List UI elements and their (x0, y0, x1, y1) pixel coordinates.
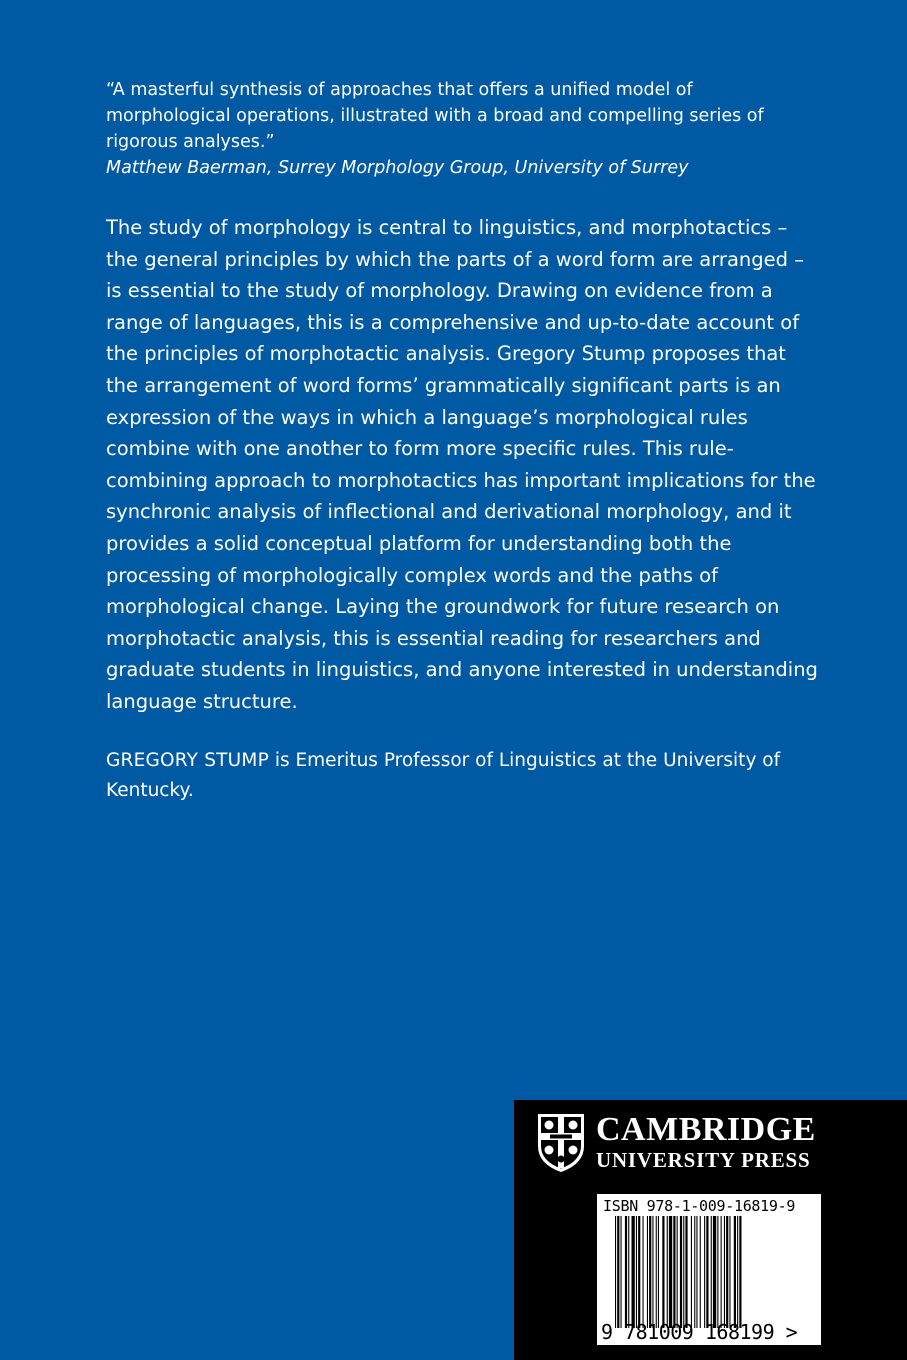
barcode-bar (696, 1216, 697, 1328)
publisher-name-line1: CAMBRIDGE (596, 1111, 816, 1148)
barcode-bar (649, 1216, 651, 1328)
barcode-bars (615, 1216, 815, 1328)
barcode-bar (739, 1216, 741, 1328)
barcode-bar (615, 1216, 616, 1328)
barcode-bar (673, 1216, 675, 1328)
barcode-bar (621, 1216, 622, 1328)
barcode-bar (617, 1216, 619, 1328)
barcode-bar (724, 1216, 725, 1328)
barcode-bar (706, 1216, 708, 1328)
barcode-bar (704, 1216, 705, 1328)
barcode-bar (662, 1216, 664, 1328)
barcode-bar (638, 1216, 640, 1328)
barcode-bar (700, 1216, 701, 1328)
author-name: GREGORY STUMP (106, 750, 269, 771)
barcode-bar (656, 1216, 657, 1328)
barcode-bar (680, 1216, 682, 1328)
barcode-bar (713, 1216, 716, 1328)
barcode-bar (694, 1216, 695, 1328)
barcode-bar (669, 1216, 672, 1328)
barcode-bar (667, 1216, 668, 1328)
university-crest-icon (536, 1112, 586, 1174)
barcode-bar (691, 1216, 692, 1328)
barcode-bar (658, 1216, 659, 1328)
barcode-bar (632, 1216, 635, 1328)
barcode-bar (677, 1216, 678, 1328)
barcode-bar (625, 1216, 627, 1328)
barcode-bar (685, 1216, 687, 1328)
barcode-bar (643, 1216, 644, 1328)
barcode-bar (683, 1216, 684, 1328)
book-description: The study of morphology is central to linguistics, and morphotactics – the general principles by which the parts of a word form are arranged – is essential to the study of morphology. Drawing on evidence from a range of languages, this is a comprehensive and up-to-date account of the principles of morphotactic analysis. Gregory Stump proposes that the arrangement of word forms’ grammatically significant parts is an expression of the ways in which a language’s morphological rules combine with one another to form more specific rules. This rule-combining approach to morphotactics has important implications for the synchronic analysis of inflectional and derivational morphology, and it provides a solid conceptual platform for understanding both the processing of morphologically complex words and the paths of morphological change. Laying the groundwork for future research on morphotactic analysis, this is essential reading for researchers and graduate students in linguistics, and anyone interested in understanding language structure. (106, 216, 818, 713)
quote-text: “A masterful synthesis of approaches that offers a unified model of morphological operations, illustrated with a broad and compelling series of rigorous analyses.” (106, 80, 764, 152)
barcode-digits: 9 781009 168199 > (601, 1320, 798, 1344)
publisher-name-line2: UNIVERSITY PRESS (596, 1148, 811, 1172)
quote-attribution: Matthew Baerman, Surrey Morphology Group, University of Surrey (106, 158, 689, 178)
author-bio (106, 746, 786, 806)
isbn-label: ISBN 978-1-009-16819-9 (603, 1197, 796, 1215)
barcode-bar (726, 1216, 728, 1328)
barcode-bar (729, 1216, 730, 1328)
barcode-bar (647, 1216, 648, 1328)
barcode-bar (652, 1216, 653, 1328)
barcode-bar (717, 1216, 718, 1328)
barcode-bar (721, 1216, 722, 1328)
publisher-panel (514, 1100, 907, 1360)
author-bio-text: is Emeritus Professor of Linguistics at the University of Kentucky. (106, 750, 781, 801)
publisher-name (596, 1112, 816, 1172)
barcode-bar (737, 1216, 738, 1328)
isbn-barcode (597, 1194, 821, 1345)
publisher-logo (536, 1112, 816, 1174)
barcode-bar (628, 1216, 629, 1328)
barcode-bar (711, 1216, 712, 1328)
endorsement-quote (106, 77, 806, 181)
barcode-bar (734, 1216, 736, 1328)
barcode-bar (636, 1216, 637, 1328)
